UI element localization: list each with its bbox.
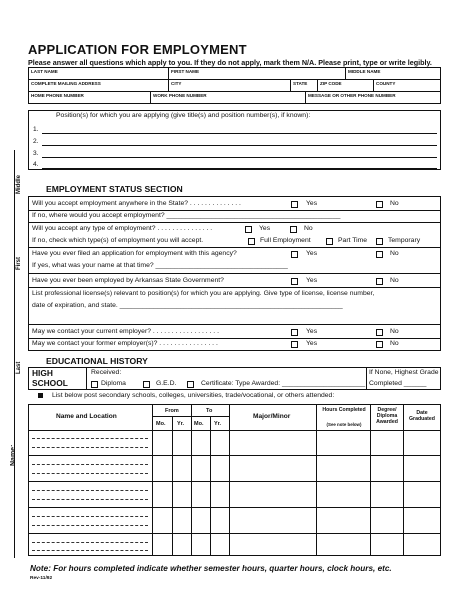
county-field[interactable]: COUNTY — [376, 81, 396, 86]
q-filed-yes-label: Yes — [306, 250, 318, 257]
q-contact-current-yes-checkbox[interactable] — [291, 329, 298, 336]
side-label-first: First — [16, 256, 22, 270]
high-school-label-1: HIGH — [32, 368, 53, 378]
post-secondary-label: List below post secondary schools, colleges, universities, trade/vocational, or others attended: — [52, 392, 335, 399]
school-entry-line[interactable] — [32, 516, 148, 517]
col-hours-note: (See note below) — [326, 422, 362, 427]
school-entry-line[interactable] — [32, 490, 148, 491]
col-hours: Hours Completed — [322, 407, 366, 413]
q-filed-before: Have you ever filed an application for employment with this agency? — [32, 250, 237, 257]
q-name-at-time[interactable]: If yes, what was your name at that time? ___________________________________ — [32, 262, 288, 269]
city-field[interactable]: CITY — [171, 81, 182, 86]
school-entry-line[interactable] — [32, 447, 148, 448]
revision-date: Rev-11/92 — [30, 576, 53, 581]
high-school-label-2: SCHOOL — [32, 378, 68, 388]
zip-code-field[interactable]: ZIP CODE — [320, 81, 342, 86]
position-number-1: 1. — [33, 126, 39, 133]
state-field[interactable]: STATE — [293, 81, 308, 86]
school-entry-line[interactable] — [32, 499, 148, 500]
col-to-yr: Yr. — [214, 421, 222, 427]
col-to: To — [206, 408, 213, 414]
school-entry-line[interactable] — [32, 473, 148, 474]
temporary-label: Temporary — [388, 237, 421, 244]
col-from: From — [165, 408, 179, 414]
mailing-address-field[interactable]: COMPLETE MAILING ADDRESS — [31, 81, 101, 86]
home-phone-field[interactable]: HOME PHONE NUMBER — [31, 93, 84, 98]
diploma-label: Diploma — [101, 380, 126, 387]
position-number-2: 2. — [33, 138, 39, 145]
q-any-type-yes-checkbox[interactable] — [245, 226, 252, 233]
middle-name-field[interactable]: MIDDLE NAME — [348, 69, 381, 74]
q-licenses: List professional license(s) relevant to position(s) for which you are applying. Give type of license, license number, — [32, 290, 375, 297]
position-line-1[interactable] — [42, 133, 437, 134]
side-label-name: Name: — [10, 444, 17, 466]
q-contact-former-yes-checkbox[interactable] — [291, 341, 298, 348]
school-entry-line[interactable] — [32, 464, 148, 465]
school-entry-line[interactable] — [32, 550, 148, 551]
col-to-mo: Mo. — [194, 421, 204, 427]
q-contact-current-yes-label: Yes — [306, 328, 318, 335]
ged-label: G.E.D. — [156, 380, 177, 387]
message-phone-field[interactable]: MESSAGE OR OTHER PHONE NUMBER — [308, 93, 396, 98]
q-any-type: Will you accept any type of employment? . . . . . . . . . . . . . . . — [32, 225, 213, 232]
last-name-field[interactable]: LAST NAME — [31, 69, 58, 74]
q-any-type-no-label: No — [304, 225, 313, 232]
position-number-3: 3. — [33, 150, 39, 157]
q-any-type-yes-label: Yes — [259, 225, 271, 232]
position-line-2[interactable] — [42, 145, 437, 146]
q-employed-no-label: No — [390, 277, 399, 284]
q-contact-former: May we contact your former employer(s)? . . . . . . . . . . . . . . . . — [32, 340, 218, 347]
footer-note: Note: For hours completed indicate whether semester hours, quarter hours, clock hours, etc. — [30, 564, 392, 573]
q-anywhere-in-state: Will you accept employment anywhere in the State? . . . . . . . . . . . . . . — [32, 200, 241, 207]
q-which-types: If no, check which type(s) of employment you will accept. — [32, 237, 204, 244]
q-contact-current-no-label: No — [390, 328, 399, 335]
q-filed-no-checkbox[interactable] — [376, 251, 383, 258]
form-title: APPLICATION FOR EMPLOYMENT — [28, 42, 247, 57]
part-time-label: Part Time — [338, 237, 368, 244]
position-line-3[interactable] — [42, 157, 437, 158]
school-entry-line[interactable] — [32, 438, 148, 439]
q-anywhere-no-checkbox[interactable] — [376, 201, 383, 208]
position-number-4: 4. — [33, 161, 39, 168]
bullet-square-icon — [38, 393, 43, 398]
received-label: Received: — [91, 369, 122, 376]
col-major-minor: Major/Minor — [253, 413, 291, 420]
certificate-label[interactable]: Certificate: Type Awarded: ______________________ — [201, 380, 366, 387]
q-employed-yes-checkbox[interactable] — [291, 278, 298, 285]
part-time-checkbox[interactable] — [326, 238, 333, 245]
col-degree: Degree/ Diploma Awarded — [376, 407, 398, 425]
first-name-field[interactable]: FIRST NAME — [171, 69, 200, 74]
school-entry-line[interactable] — [32, 542, 148, 543]
q-anywhere-no-label: No — [390, 200, 399, 207]
school-entry-line[interactable] — [32, 525, 148, 526]
full-employment-label: Full Employment — [260, 237, 311, 244]
educational-history-title: EDUCATIONAL HISTORY — [46, 356, 148, 366]
q-contact-former-no-label: No — [390, 340, 399, 347]
work-phone-field[interactable]: WORK PHONE NUMBER — [153, 93, 207, 98]
q-filed-no-label: No — [390, 250, 399, 257]
q-contact-former-yes-label: Yes — [306, 340, 318, 347]
q-licenses-line2[interactable]: date of expiration, and state. ___________________________________________________________ — [32, 302, 343, 309]
form-instructions: Please answer all questions which apply to you. If they do not apply, mark them N/A. Please print, type or write legibly. — [28, 58, 432, 67]
highest-grade-label: If None, Highest Grade — [369, 369, 439, 376]
q-contact-current: May we contact your current employer? . . . . . . . . . . . . . . . . . . — [32, 328, 219, 335]
positions-label: Position(s) for which you are applying (give title(s) and position number(s), if known): — [56, 112, 311, 119]
position-line-4[interactable] — [42, 168, 437, 169]
side-label-middle: Middle — [16, 175, 22, 194]
certificate-checkbox[interactable] — [187, 381, 194, 388]
q-employed-yes-label: Yes — [306, 277, 318, 284]
ged-checkbox[interactable] — [143, 381, 150, 388]
employment-status-title: EMPLOYMENT STATUS SECTION — [46, 184, 183, 194]
q-employed-state: Have you ever been employed by Arkansas State Government? — [32, 277, 224, 284]
col-from-yr: Yr. — [177, 421, 185, 427]
highest-grade-completed[interactable]: Completed ______ — [369, 380, 427, 387]
q-contact-current-no-checkbox[interactable] — [376, 329, 383, 336]
q-any-type-no-checkbox[interactable] — [290, 226, 297, 233]
q-where-accept[interactable]: If no, where would you accept employment? ______________________________________________ — [32, 212, 341, 219]
q-filed-yes-checkbox[interactable] — [291, 251, 298, 258]
q-contact-former-no-checkbox[interactable] — [376, 341, 383, 348]
q-employed-no-checkbox[interactable] — [376, 278, 383, 285]
diploma-checkbox[interactable] — [91, 381, 98, 388]
positions-box — [28, 110, 441, 170]
q-anywhere-yes-label: Yes — [306, 200, 318, 207]
q-anywhere-yes-checkbox[interactable] — [291, 201, 298, 208]
full-employment-checkbox[interactable] — [248, 238, 255, 245]
temporary-checkbox[interactable] — [376, 238, 383, 245]
col-name-location: Name and Location — [56, 413, 117, 420]
side-label-last: Last — [16, 361, 22, 374]
col-date-graduated: Date Graduated — [409, 410, 435, 422]
col-from-mo: Mo. — [156, 421, 166, 427]
